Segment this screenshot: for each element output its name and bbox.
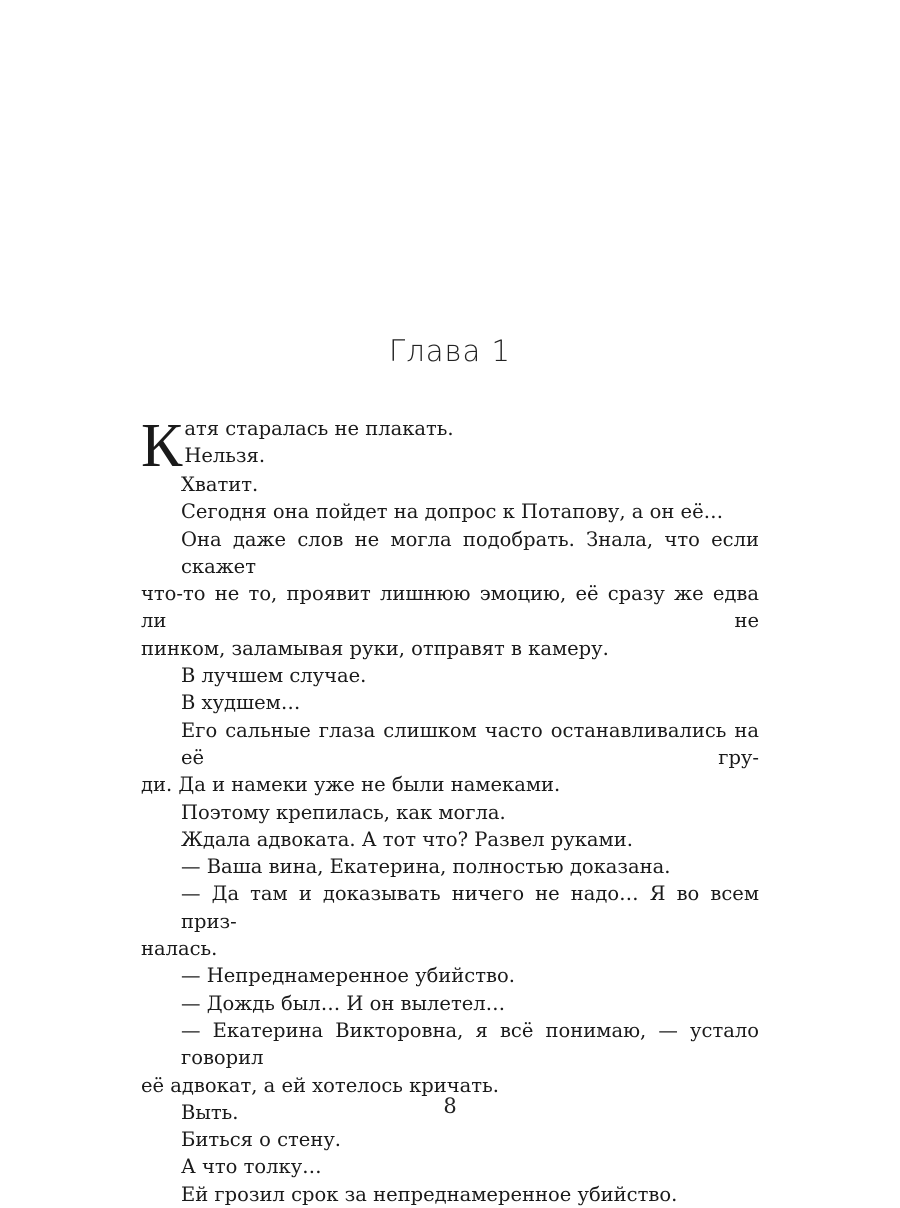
- paragraph-opening: [141, 412, 759, 480]
- paragraph-line: Ждала адвоката. А тот что? Развел руками.: [181, 827, 633, 851]
- paragraph: [141, 1181, 759, 1208]
- paragraph-line: Она даже слов не могла подобрать. Знала, что если скажет: [181, 527, 759, 578]
- paragraph-line: пинком, заламывая руки, отправят в камеру.: [141, 636, 609, 660]
- paragraph-line: — Екатерина Викторовна, я всё понимаю, — устало говорил: [181, 1018, 759, 1070]
- paragraph-line: — Да там и доказывать ничего не надо… Я во всем приз-: [181, 882, 759, 933]
- paragraph: [141, 471, 759, 498]
- paragraph: [141, 880, 759, 962]
- paragraph-line: ди. Да и намеки уже не были намеками.: [141, 773, 561, 797]
- paragraph-line: Выть.: [181, 1100, 239, 1124]
- paragraph: [141, 498, 759, 525]
- paragraph-line: — Ваша вина, Екатерина, полностью доказана.: [181, 855, 671, 879]
- paragraph-line: Его сальные глаза слишком часто останавливались на её гру-: [181, 718, 759, 769]
- paragraph-line: Сегодня она пойдет на допрос к Потапову, а он её…: [181, 500, 724, 524]
- paragraph: [141, 990, 759, 1017]
- paragraph-line: налась.: [141, 937, 218, 961]
- paragraph: [141, 689, 759, 716]
- paragraph-line: Биться о стену.: [181, 1128, 342, 1152]
- page-number: 8: [443, 1094, 457, 1118]
- paragraph: [141, 1126, 759, 1153]
- opening-line: атя старалась не плакать.: [184, 417, 454, 440]
- paragraph: [141, 826, 759, 853]
- paragraph-line: Ей грозил срок за непреднамеренное убийство.: [181, 1182, 678, 1206]
- paragraph: [141, 1017, 759, 1099]
- paragraph: [141, 526, 759, 662]
- paragraph-line: Хватит.: [181, 473, 259, 496]
- paragraph-line: Нельзя.: [184, 444, 266, 468]
- paragraph-line: — Непреднамеренное убийство.: [181, 964, 515, 988]
- chapter-title: Глава 1: [389, 334, 511, 368]
- paragraph-line: Поэтому крепилась, как могла.: [181, 800, 506, 824]
- paragraph: [141, 1153, 759, 1180]
- paragraph-line: что-то не то, проявит лишнюю эмоцию, её сразу же едва ли не: [141, 582, 759, 633]
- paragraph-line: В лучшем случае.: [181, 664, 367, 688]
- dropcap-letter: К: [141, 412, 183, 480]
- paragraph-line: её адвокат, а ей хотелось кричать.: [141, 1073, 499, 1097]
- paragraph: [141, 662, 759, 689]
- paragraph: [141, 853, 759, 880]
- body-text: [141, 412, 759, 1208]
- paragraph: [141, 962, 759, 989]
- paragraph-line: — Дождь был… И он вылетел…: [181, 991, 506, 1015]
- paragraph: [141, 717, 759, 799]
- paragraph: [141, 799, 759, 826]
- paragraph-line: А что толку…: [181, 1155, 322, 1179]
- paragraph-line: В худшем…: [181, 691, 301, 715]
